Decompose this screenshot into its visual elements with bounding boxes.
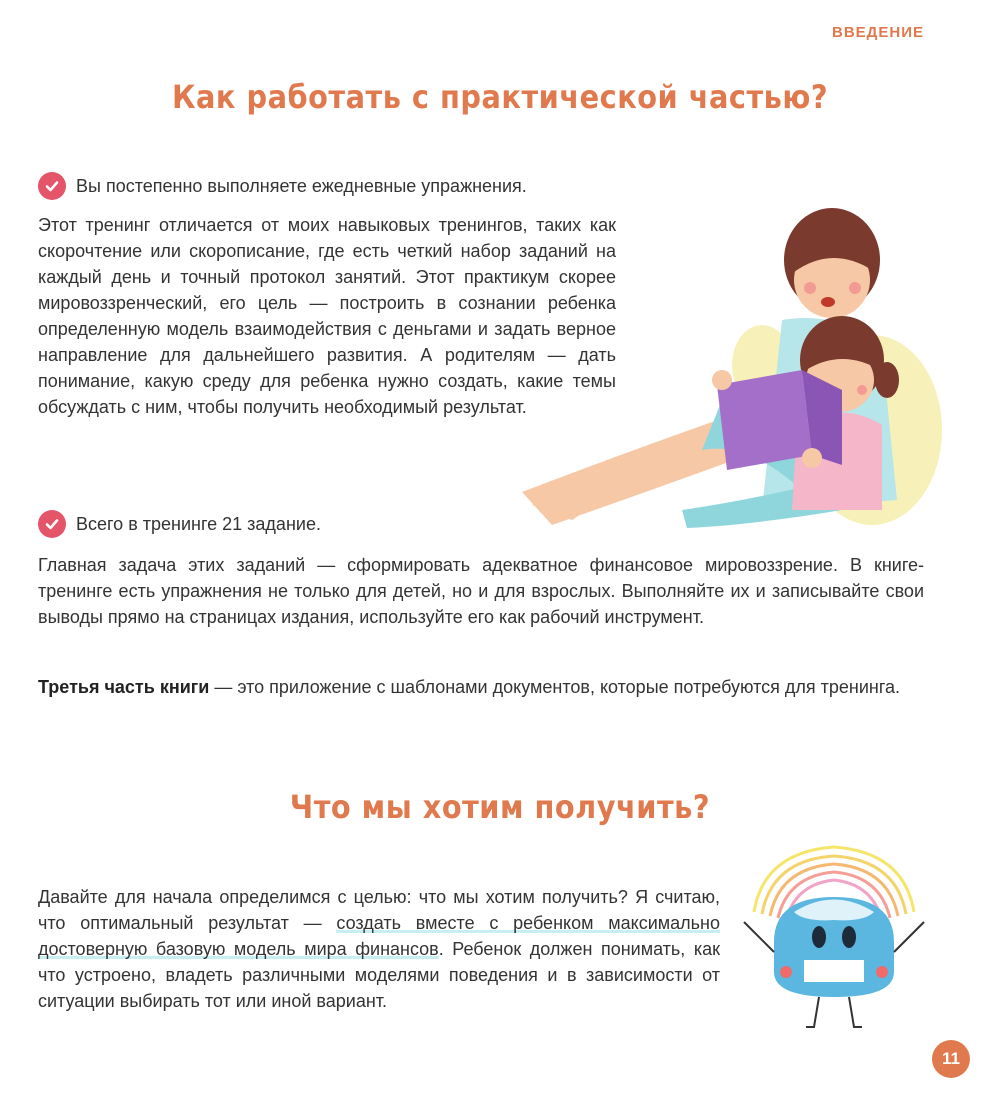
slinky-character-illustration	[734, 832, 934, 1032]
paragraph-tasks-goal: Главная задача этих заданий — сформировать адекватное финансовое мировоззрение. В книге-тренинге есть упражнения не только для детей, но и для взрослых. Выполняйте их и записывайте свои выводы прямо на страницах издания, используйте его как рабочий инструмент.	[38, 555, 924, 627]
highlighted-phrase: создать вместе с ребенком максимально достоверную базовую модель мира финансов	[38, 913, 720, 959]
bold-phrase: Третья часть книги	[38, 677, 210, 697]
section-label: ВВЕДЕНИЕ	[832, 24, 924, 41]
checklist-item-text: Всего в тренинге 21 задание.	[76, 513, 321, 534]
checklist-item-daily	[38, 172, 527, 200]
paragraph-training-description: Этот тренинг отличается от моих навыковых тренингов, таких как скорочтение или скорописание, где есть четкий набор заданий на каждый день и точный протокол занятий. Этот практикум скорее мировоззренческий, его цель — построить в сознании ребенка определенную модель взаимодействия с деньгами и задать верное направление для дальнейшего развития. А родителям — дать понимание, какую среду для ребенка нужно создать, какие темы обсуждать с ним, чтобы получить необходимый результат.	[38, 215, 616, 417]
checklist-item-tasks	[38, 510, 321, 538]
paragraph-text: — это приложение с шаблонами документов, которые потребуются для тренинга.	[209, 677, 901, 697]
paragraph-text: . Ребенок должен понимать, как что устроено, владеть различными моделями поведения и в зависимости от ситуации выбирать тот или иной вариант.	[38, 939, 720, 1011]
paragraph-third-part	[38, 674, 924, 700]
mother-reading-illustration	[512, 200, 952, 530]
section-title-practice: Как работать с практической частью?	[171, 78, 829, 116]
page-number-badge: 11	[932, 1040, 970, 1078]
paragraph-text: Давайте для начала определимся с целью: что мы хотим получить? Я считаю, что оптимальный результат —	[38, 887, 720, 933]
paragraph-goal	[38, 884, 720, 1014]
checklist-item-text: Вы постепенно выполняете ежедневные упражнения.	[76, 175, 527, 196]
check-circle-icon	[38, 172, 66, 200]
section-title-goal: Что мы хотим получить?	[289, 788, 711, 826]
check-circle-icon	[38, 510, 66, 538]
